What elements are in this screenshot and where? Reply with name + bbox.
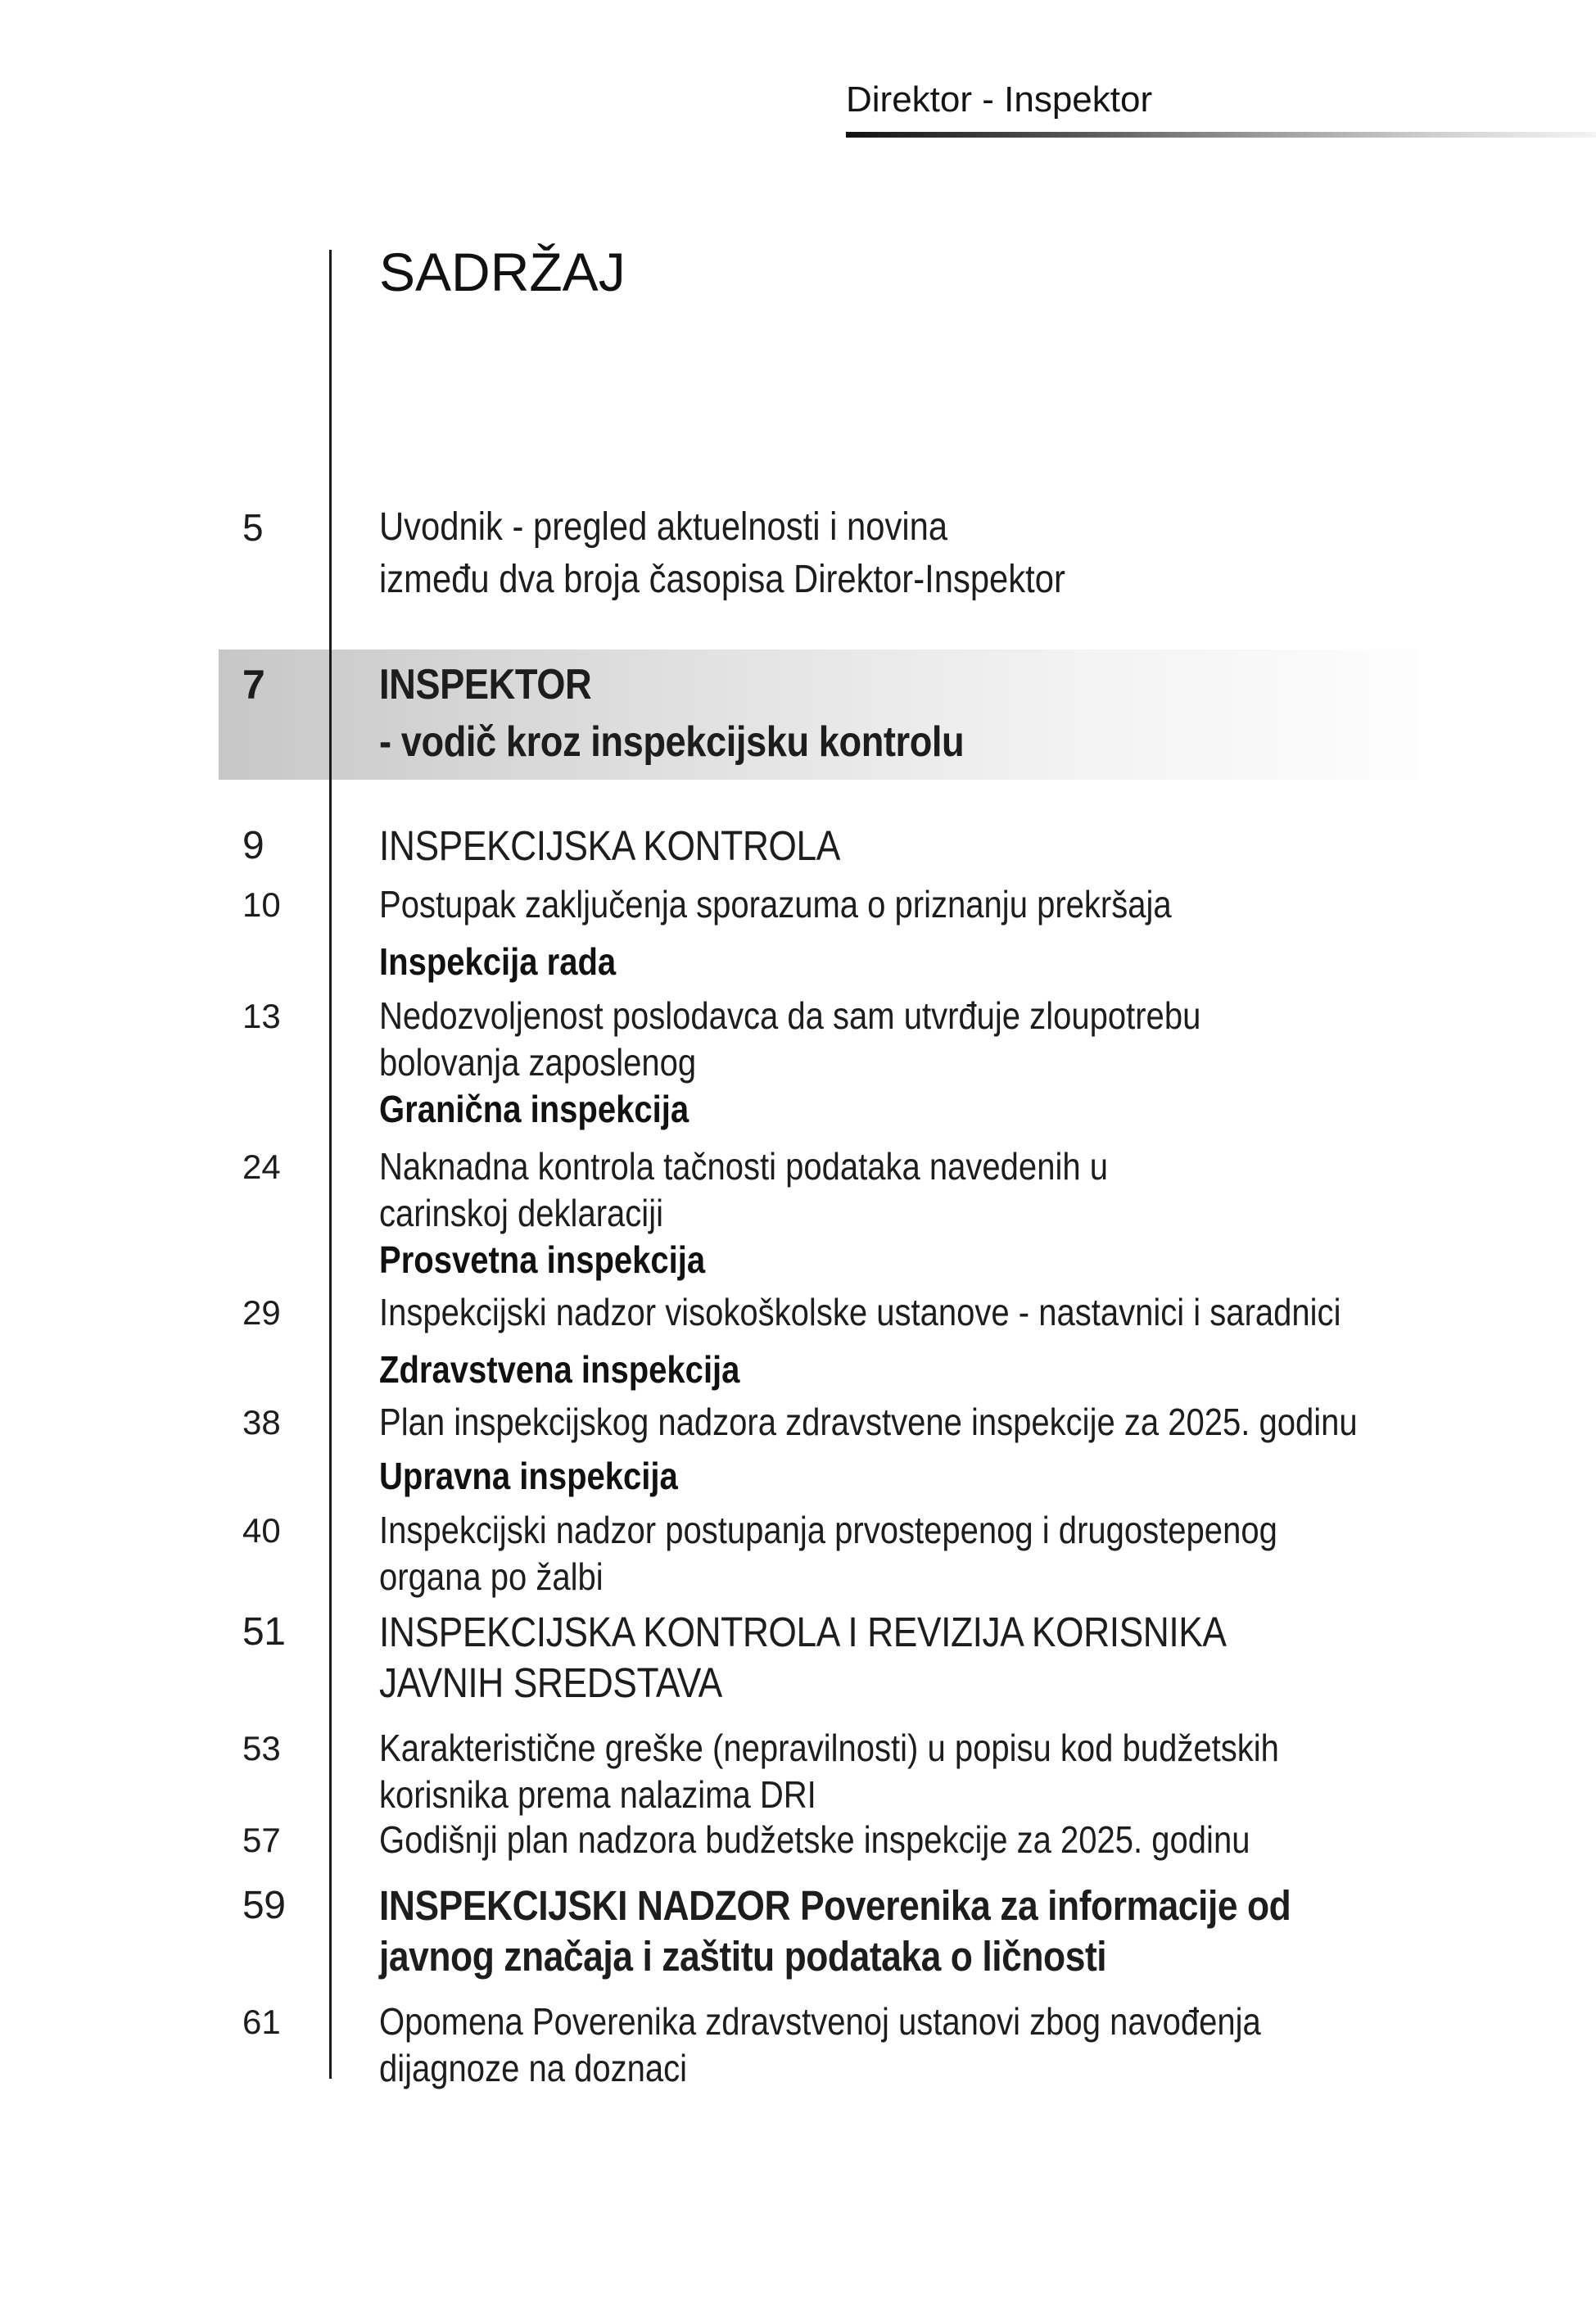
entry-title	[379, 1143, 1563, 1237]
entry-title	[379, 1289, 1563, 1336]
entry-title-line: između dva broja časopisa Direktor-Inspektor	[379, 558, 1065, 601]
entry-title	[379, 881, 1563, 928]
toc-entry	[242, 1143, 1563, 1237]
entry-title-line: Granična inspekcija	[379, 1088, 689, 1130]
toc-entry	[242, 1881, 1563, 1982]
toc-entry	[242, 1289, 1563, 1336]
entry-title	[379, 656, 1419, 771]
toc-entry	[242, 993, 1563, 1086]
entry-title-line: Upravna inspekcija	[379, 1455, 678, 1497]
entry-title	[379, 1881, 1563, 1982]
entry-title-line: Godišnji plan nadzora budžetske inspekcije za 2025. godinu	[379, 1818, 1250, 1861]
toc-entry	[219, 650, 1419, 780]
toc-entry	[242, 501, 1563, 606]
entry-title-line: Inspekcijski nadzor visokoškolske ustanove - nastavnici i saradnici	[379, 1291, 1341, 1333]
entry-title-line: Opomena Poverenika zdravstvenoj ustanovi zbog navođenja	[379, 2000, 1261, 2043]
magazine-title	[846, 77, 1152, 123]
entry-title-line: korisnika prema nalazima DRI	[379, 1773, 816, 1816]
entry-title	[379, 1607, 1563, 1709]
page-title	[379, 239, 626, 305]
toc-vertical-rule	[329, 250, 332, 2079]
toc-entry	[242, 1998, 1563, 2092]
entry-title-line: Uvodnik - pregled aktuelnosti i novina	[379, 505, 948, 549]
entry-title-line: Zdravstvena inspekcija	[379, 1348, 740, 1391]
entry-title-line: Prosvetna inspekcija	[379, 1238, 706, 1281]
entry-title-line: Inspekcija rada	[379, 940, 617, 983]
entry-title-line: Plan inspekcijskog nadzora zdravstvene inspekcije za 2025. godinu	[379, 1401, 1358, 1443]
toc-entry	[242, 1399, 1563, 1446]
page-number: 38	[242, 1403, 281, 1442]
entry-title	[379, 1998, 1563, 2092]
toc-entry	[242, 1607, 1563, 1709]
toc-entry	[242, 1507, 1563, 1600]
entry-title-line: dijagnoze na doznaci	[379, 2047, 688, 2089]
entry-title-line: Postupak zaključenja sporazuma o priznanju prekršaja	[379, 883, 1172, 926]
entry-title	[379, 1237, 1563, 1283]
entry-title	[379, 501, 1563, 606]
entry-title-line: carinskoj deklaraciji	[379, 1192, 663, 1234]
page-number: 10	[242, 885, 281, 924]
entry-title-line: bolovanja zaposlenog	[379, 1041, 697, 1084]
toc-entry	[242, 881, 1563, 928]
header-gradient-rule	[846, 132, 1596, 138]
entry-title-line: JAVNIH SREDSTAVA	[379, 1659, 722, 1706]
page-number: 61	[242, 2003, 281, 2041]
entry-title	[379, 1507, 1563, 1600]
toc-entry	[242, 1453, 1563, 1500]
page-number: 57	[242, 1821, 281, 1859]
entry-title-line: INSPEKTOR	[379, 661, 592, 708]
entry-title	[379, 1086, 1563, 1133]
page-number: 40	[242, 1511, 281, 1550]
toc-entry	[242, 939, 1563, 985]
entry-title	[379, 821, 1563, 871]
page-number: 13	[242, 997, 281, 1035]
toc-entry	[242, 1817, 1563, 1863]
page-number: 59	[242, 1884, 286, 1927]
entry-title-line: INSPEKCIJSKA KONTROLA	[379, 822, 840, 869]
entry-title	[379, 1453, 1563, 1500]
entry-title-line: INSPEKCIJSKI NADZOR Poverenika za informacije od	[379, 1882, 1291, 1929]
page-number: 24	[242, 1147, 281, 1186]
entry-title-line: javnog značaja i zaštitu podataka o ličnosti	[379, 1933, 1107, 1980]
toc-entry	[242, 1086, 1563, 1133]
entry-title	[379, 1817, 1563, 1863]
entry-title-line: Inspekcijski nadzor postupanja prvostepenog i drugostepenog	[379, 1509, 1277, 1551]
toc-entry	[242, 1237, 1563, 1283]
page-number: 51	[242, 1610, 286, 1654]
page-number: 5	[242, 506, 264, 549]
entry-title	[379, 1725, 1563, 1818]
page-title-text: SADRŽAJ	[379, 242, 626, 302]
entry-title	[379, 1347, 1563, 1393]
toc-entry	[242, 1347, 1563, 1393]
page-number: 7	[242, 662, 265, 708]
entry-title-line: Nedozvoljenost poslodavca da sam utvrđuje zloupotrebu	[379, 994, 1201, 1037]
page-number: 53	[242, 1729, 281, 1768]
entry-title	[379, 939, 1563, 985]
entry-title-line: Naknadna kontrola tačnosti podataka navedenih u	[379, 1145, 1108, 1188]
entry-title-line: organa po žalbi	[379, 1555, 604, 1598]
entry-title	[379, 993, 1563, 1086]
toc-entry	[242, 1725, 1563, 1818]
entry-title-line: INSPEKCIJSKA KONTROLA I REVIZIJA KORISNIKA	[379, 1609, 1227, 1655]
entry-title-line: - vodič kroz inspekcijsku kontrolu	[379, 718, 965, 766]
entry-title	[379, 1399, 1563, 1446]
page-number: 9	[242, 824, 264, 867]
entry-title-line: Karakteristične greške (nepravilnosti) u popisu kod budžetskih	[379, 1727, 1279, 1769]
page-number: 29	[242, 1293, 281, 1332]
toc-entry	[242, 821, 1563, 871]
magazine-title-text: Direktor - Inspektor	[846, 79, 1153, 120]
